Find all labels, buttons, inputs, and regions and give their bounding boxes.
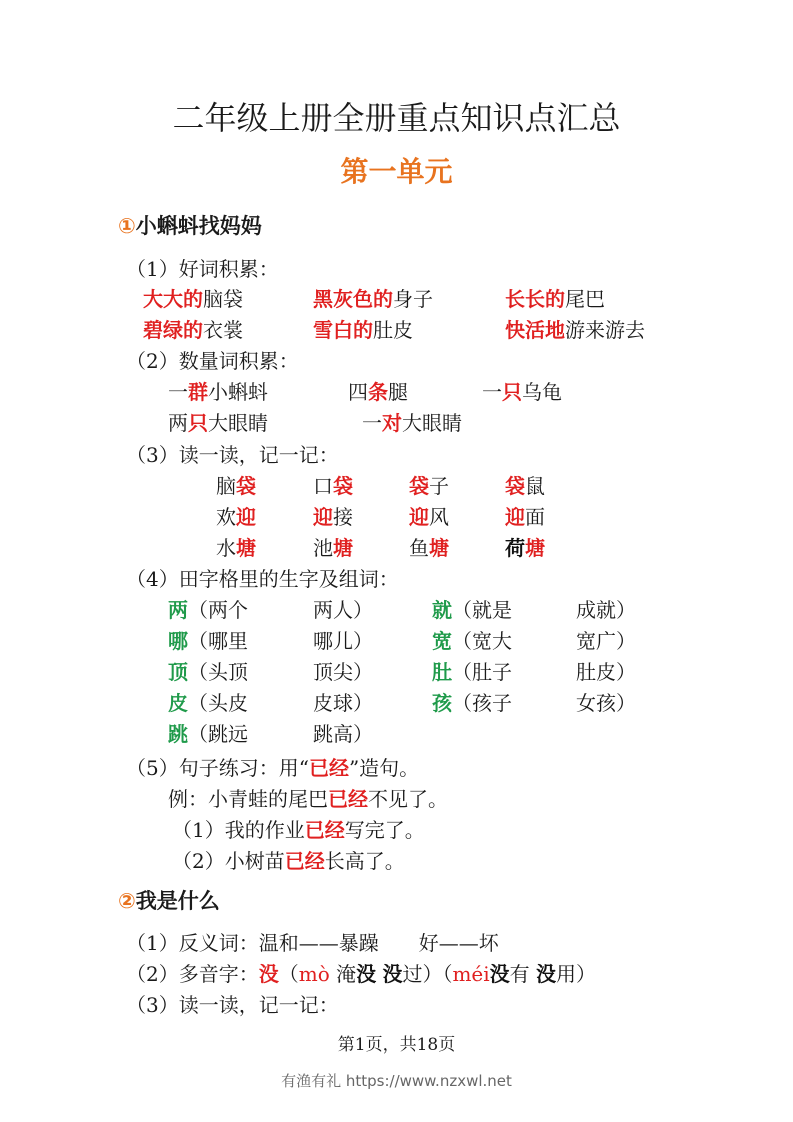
char-word: 跳高） [313, 722, 373, 746]
char-word: 顶尖） [313, 660, 373, 684]
section-heading-1 [118, 211, 262, 241]
example-sentence: 例：小青蛙的尾巴已经不见了。 [168, 787, 448, 811]
item-heading: （4）田字格里的生字及组词： [126, 567, 399, 591]
read-word: 迎接 [313, 505, 353, 529]
measure-phrase: 一群小蝌蚪 [168, 380, 268, 404]
measure-phrase: 一只乌龟 [482, 380, 562, 404]
example-sentence: （2）小树苗已经长高了。 [172, 849, 405, 873]
section-title: 小蝌蚪找妈妈 [135, 214, 262, 238]
char-word: 成就） [576, 598, 636, 622]
item-heading: （3）读一读，记一记： [126, 443, 339, 467]
read-word: 鱼塘 [409, 536, 449, 560]
read-word: 脑袋 [216, 474, 256, 498]
read-word: 池塘 [313, 536, 353, 560]
char-word: 哪儿） [313, 629, 373, 653]
char-word: 宽广） [576, 629, 636, 653]
phrase: 大大的脑袋 [143, 287, 243, 311]
section-title: 我是什么 [135, 889, 220, 913]
measure-phrase: 四条腿 [348, 380, 408, 404]
read-word: 口袋 [313, 474, 353, 498]
phrase: 黑灰色的身子 [313, 287, 433, 311]
item-heading: （1）好词积累： [126, 257, 279, 281]
char-word: 两人） [313, 598, 373, 622]
char-group: 顶（头顶 [168, 660, 248, 684]
polyphone-line: （2）多音字：没（mò 淹没 没过）（méi没有 没用） [126, 962, 597, 986]
char-group: 就（就是 [432, 598, 512, 622]
example-sentence: （1）我的作业已经写完了。 [172, 818, 425, 842]
phrase: 快活地游来游去 [505, 318, 645, 342]
char-word: 女孩） [576, 691, 636, 715]
char-group: 跳（跳远 [168, 722, 248, 746]
char-group: 孩（孩子 [432, 691, 512, 715]
unit-heading: 第一单元 [340, 155, 453, 188]
phrase: 雪白的肚皮 [313, 318, 413, 342]
measure-phrase: 两只大眼睛 [168, 411, 268, 435]
item-heading: （3）读一读，记一记： [126, 993, 339, 1017]
read-word: 水塘 [216, 536, 256, 560]
measure-phrase: 一对大眼睛 [362, 411, 462, 435]
section-number: ② [118, 889, 136, 913]
read-word: 迎面 [505, 505, 545, 529]
char-group: 两（两个 [168, 598, 248, 622]
document-title: 二年级上册全册重点知识点汇总 [172, 99, 621, 137]
read-word: 欢迎 [216, 505, 256, 529]
read-word: 迎风 [409, 505, 449, 529]
site-watermark: 有渔有礼 https://www.nzxwl.net [281, 1072, 512, 1090]
char-word: 皮球） [313, 691, 373, 715]
page-number: 第1页，共18页 [337, 1035, 456, 1055]
item-heading: （5）句子练习：用“已经”造句。 [126, 756, 420, 780]
char-group: 宽（宽大 [432, 629, 512, 653]
section-number: ① [118, 214, 136, 238]
read-word: 荷塘 [505, 536, 545, 560]
section-heading-2 [118, 886, 220, 916]
antonym-line: （1）反义词：温和——暴躁 好——坏 [126, 931, 499, 955]
phrase: 长长的尾巴 [505, 287, 605, 311]
read-word: 袋子 [409, 474, 449, 498]
char-group: 皮（头皮 [168, 691, 248, 715]
char-group: 肚（肚子 [432, 660, 512, 684]
item-heading: （2）数量词积累： [126, 349, 299, 373]
read-word: 袋鼠 [505, 474, 545, 498]
char-word: 肚皮） [576, 660, 636, 684]
char-group: 哪（哪里 [168, 629, 248, 653]
phrase: 碧绿的衣裳 [143, 318, 243, 342]
